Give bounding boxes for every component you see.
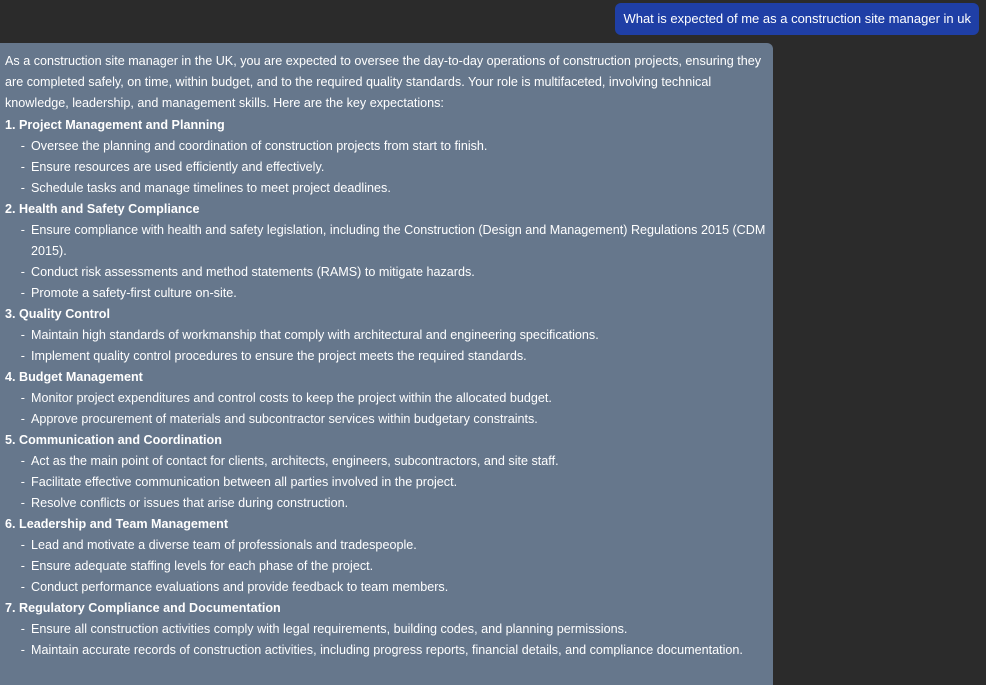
list-item — [5, 157, 768, 178]
list-item-text: Ensure compliance with health and safety legislation, including the Construction (Design and Management) Regulations 2015 (CDM 2015). — [31, 223, 766, 258]
assistant-message — [0, 43, 773, 685]
list-item-text: Ensure all construction activities comply with legal requirements, building codes, and planning permissions. — [31, 622, 628, 636]
user-message — [615, 3, 979, 35]
bullet-dash: - — [20, 160, 25, 174]
section-title: 1. Project Management and Planning — [5, 118, 225, 132]
section-title: 5. Communication and Coordination — [5, 433, 222, 447]
bullet-dash: - — [20, 349, 25, 363]
expectation-section — [5, 514, 768, 598]
list-item — [5, 640, 768, 661]
section-title: 7. Regulatory Compliance and Documentation — [5, 601, 281, 615]
user-message-text: What is expected of me as a construction site manager in uk — [623, 11, 971, 26]
bullet-dash: - — [20, 391, 25, 405]
expectation-section — [5, 598, 768, 661]
list-item-text: Approve procurement of materials and subcontractor services within budgetary constraints. — [31, 412, 538, 426]
list-item — [5, 283, 768, 304]
list-item — [5, 346, 768, 367]
list-item-text: Ensure resources are used efficiently and effectively. — [31, 160, 325, 174]
list-item-text: Ensure adequate staffing levels for each phase of the project. — [31, 559, 374, 573]
list-item — [5, 493, 768, 514]
expectation-section — [5, 367, 768, 430]
list-item — [5, 220, 768, 262]
bullet-dash: - — [20, 643, 25, 657]
assistant-intro: As a construction site manager in the UK, you are expected to oversee the day-to-day operations of construction projects, ensuring they are completed safely, on time, within budget, and to the required quality standards. Your role is multifaceted, involving technical knowledge, leadership, and management skills. Here are the key expectations: — [5, 54, 762, 110]
expectation-section — [5, 115, 768, 199]
list-item — [5, 619, 768, 640]
list-item — [5, 178, 768, 199]
bullet-dash: - — [20, 559, 25, 573]
bullet-dash: - — [20, 475, 25, 489]
list-item-text: Facilitate effective communication between all parties involved in the project. — [31, 475, 458, 489]
list-item — [5, 136, 768, 157]
bullet-dash: - — [20, 454, 25, 468]
list-item — [5, 535, 768, 556]
list-item-text: Monitor project expenditures and control costs to keep the project within the allocated budget. — [31, 391, 552, 405]
list-item — [5, 388, 768, 409]
list-item — [5, 409, 768, 430]
list-item-text: Schedule tasks and manage timelines to meet project deadlines. — [31, 181, 391, 195]
list-item-text: Maintain high standards of workmanship that comply with architectural and engineering specifications. — [31, 328, 599, 342]
list-item — [5, 262, 768, 283]
expectation-section — [5, 199, 768, 304]
list-item — [5, 451, 768, 472]
list-item-text: Resolve conflicts or issues that arise during construction. — [31, 496, 349, 510]
list-item — [5, 577, 768, 598]
list-item-text: Act as the main point of contact for clients, architects, engineers, subcontractors, and site staff. — [31, 454, 559, 468]
list-item-text: Promote a safety-first culture on-site. — [31, 286, 237, 300]
list-item-text: Maintain accurate records of construction activities, including progress reports, financial details, and compliance documentation. — [31, 643, 743, 657]
section-title: 2. Health and Safety Compliance — [5, 202, 200, 216]
bullet-dash: - — [20, 538, 25, 552]
bullet-dash: - — [20, 139, 25, 153]
bullet-dash: - — [20, 412, 25, 426]
bullet-dash: - — [20, 265, 25, 279]
bullet-dash: - — [20, 328, 25, 342]
list-item-text: Lead and motivate a diverse team of professionals and tradespeople. — [31, 538, 417, 552]
list-item — [5, 556, 768, 577]
bullet-dash: - — [20, 580, 25, 594]
list-item-text: Implement quality control procedures to ensure the project meets the required standards. — [31, 349, 527, 363]
bullet-dash: - — [20, 622, 25, 636]
bullet-dash: - — [20, 181, 25, 195]
bullet-dash: - — [20, 496, 25, 510]
expectations-list — [5, 115, 768, 661]
bullet-dash: - — [20, 286, 25, 300]
section-title: 6. Leadership and Team Management — [5, 517, 229, 531]
list-item — [5, 325, 768, 346]
expectation-section — [5, 304, 768, 367]
list-item-text: Conduct performance evaluations and provide feedback to team members. — [31, 580, 449, 594]
section-title: 4. Budget Management — [5, 370, 143, 384]
section-title: 3. Quality Control — [5, 307, 110, 321]
list-item — [5, 472, 768, 493]
expectation-section — [5, 430, 768, 514]
list-item-text: Oversee the planning and coordination of construction projects from start to finish. — [31, 139, 488, 153]
bullet-dash: - — [20, 223, 25, 237]
list-item-text: Conduct risk assessments and method statements (RAMS) to mitigate hazards. — [31, 265, 475, 279]
